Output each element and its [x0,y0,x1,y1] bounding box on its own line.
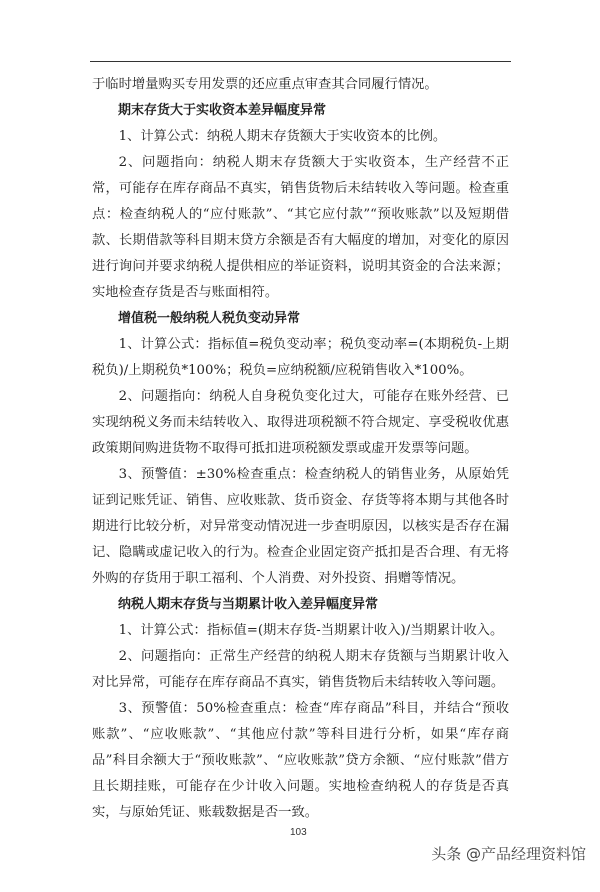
header-rule [90,61,511,62]
watermark: 头条 @产品经理资料馆 [431,845,586,863]
paragraph: 3、预警值：50%检查重点：检查“库存商品”科目，并结合“预收账款”、“应收账款”、“其他应付款”等科目进行分析，如果“库存商品”科目余额大于“预收账款”、“应收账款”贷方余额、“应付账款”借方且长期挂账，可能存在少计收入问题。实地检查纳税人的存货是否真实，与原始凭证、账载数据是否一致。 [92,701,509,820]
paragraph: 1、计算公式：纳税人期末存货额大于实收资本的比例。 [118,129,447,144]
document-body [92,72,509,826]
paragraph: 2、问题指向：纳税人自身税负变化过大，可能存在账外经营、已实现纳税义务而未结转收入、取得进项税额不符合规定、享受税收优惠政策期间购进货物不取得可抵扣进项税额发票或虚开发票等问题。 [92,389,509,456]
intro-paragraph: 于临时增量购买专用发票的还应重点审查其合同履行情况。 [92,77,438,92]
paragraph: 2、问题指向：纳税人期末存货额大于实收资本，生产经营不正常，可能存在库存商品不真实，销售货物后未结转收入等问题。检查重点：检查纳税人的“应付账款”、“其它应付款”“预收账款”以及短期借款、长期借款等科目期末贷方余额是否有大幅度的增加，对变化的原因进行询问并要求纳税人提供相应的举证资料，说明其资金的合法来源；实地检查存货是否与账面相符。 [92,155,509,300]
paragraph: 2、问题指向：正常生产经营的纳税人期末存货额与当期累计收入对比异常，可能存在库存商品不真实，销售货物后未结转收入等问题。 [92,649,509,690]
paragraph: 3、预警值：±30%检查重点：检查纳税人的销售业务，从原始凭证到记账凭证、销售、应收账款、货币资金、存货等将本期与其他各时期进行比较分析，对异常变动情况进一步查明原因，以核实是否存在漏记、隐瞒或虚记收入的行为。检查企业固定资产抵扣是否合理、有无将外购的存货用于职工福利、个人消费、对外投资、捐赠等情况。 [92,467,509,586]
section-heading: 纳税人期末存货与当期累计收入差异幅度异常 [118,597,379,612]
paragraph: 1、计算公式：指标值=(期末存货-当期累计收入)/当期累计收入。 [118,623,504,638]
page-number: 103 [290,827,307,838]
page-footer [0,826,600,878]
section-heading: 增值税一般纳税人税负变动异常 [118,311,301,326]
paragraph: 1、计算公式：指标值=税负变动率；税负变动率=(本期税负-上期税负)/上期税负*100%；税负=应纳税额/应税销售收入*100%。 [92,337,509,378]
section-heading: 期末存货大于实收资本差异幅度异常 [118,103,327,118]
